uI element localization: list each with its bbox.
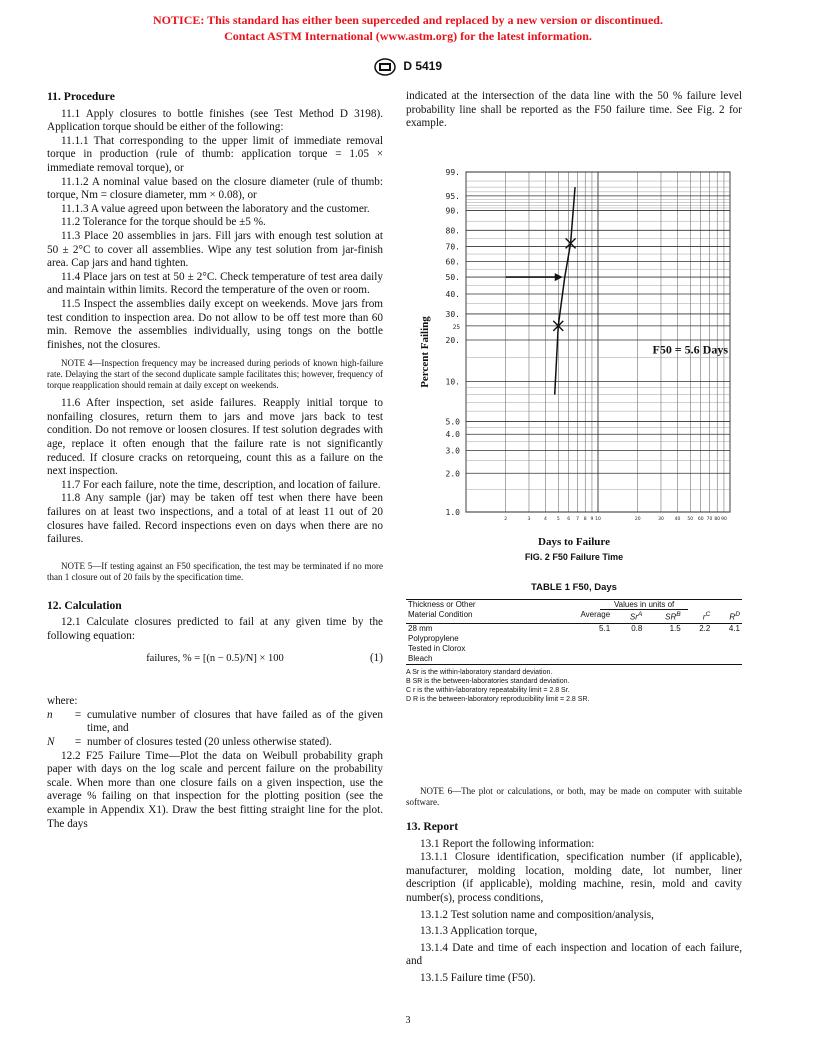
y-tick-label: 40. (445, 290, 460, 300)
note-6: NOTE 6—The plot or calculations, or both, may be made on computer with suitable software. (406, 786, 742, 807)
note-5: NOTE 5—If testing against an F50 specification, the test may be terminated if no more than 1 closure out of 20 fails by the specification time. (47, 560, 383, 582)
where-label: where: (47, 695, 78, 708)
y-tick-label: 95. (445, 191, 460, 201)
y-tick-label: 4.0 (445, 430, 460, 440)
para-12-2: 12.2 F25 Failure Time—Plot the data on Weibull probability graph paper with days on the log scale and percent failure on the probability scale. When more than one closure fails on a given inspection, use the average % failing on that inspection for the plotting position (see the example in Appendix X1). Draw the best fitting straight line for the plot. The days (47, 749, 383, 830)
col1-header-line1: Thickness or Other (408, 600, 476, 609)
y-tick-label: 60. (445, 257, 460, 267)
x-tick-label: 2 (504, 517, 508, 522)
figure-caption: FIG. 2 F50 Failure Time (524, 552, 624, 562)
header-R: R (729, 612, 736, 622)
x-tick-label: 70 (706, 517, 713, 522)
footnote-a: A Sr is the within-laboratory standard deviation. (406, 668, 553, 676)
table-row: 28 mm 5.1 0.8 1.5 2.2 4.1 (408, 623, 740, 633)
table-footnotes (406, 668, 742, 704)
para-continuation: indicated at the intersection of the data line with the 50 % failure level probability line shall be reported as the F50 failure time. See Fig. 2 for example. (406, 90, 742, 130)
footnote-c: C r is the within-laboratory repeatability limit = 2.8 Sr. (406, 686, 570, 694)
y-tick-label: 99. (445, 168, 460, 177)
para-13-1-1: 13.1.1 Closure identification, specification number (if applicable), manufacturer, molding location, molding date, lot number, liner description (if applicable), molding machine, resin, mold and cavity number(s), process conditions, (406, 851, 742, 904)
para-11-7: 11.7 For each failure, note the time, description, and location of failure. (61, 478, 381, 491)
f50-arrow-head (555, 273, 563, 281)
data-line (555, 187, 575, 394)
y-tick-label: 1.0 (445, 508, 460, 517)
x-tick-label: 60 (697, 517, 704, 522)
symbol-n: n (47, 708, 53, 721)
footnote-b: B SR is the between-laboratories standard deviation. (406, 677, 570, 685)
y-tick-label: 3.0 (445, 446, 460, 456)
equation-number: (1) (369, 651, 383, 664)
figure-caption-block (406, 536, 742, 562)
x-tick-label: 90 (721, 517, 727, 522)
group-header: Values in units of (600, 600, 688, 610)
note-4: NOTE 4—Inspection frequency may be increased during periods of known high-failure rate. Delaying the start of the second duplicate sample facilitates this; however, frequency of torque reapplication should remain at daily except on weekends. (47, 358, 383, 391)
y-tick-label: 25 (452, 323, 460, 331)
x-tick-label: 8 (583, 517, 587, 522)
notice-banner (0, 12, 816, 44)
table-title: TABLE 1 F50, Days (531, 582, 617, 593)
where-N: N = number of closures tested (20 unless otherwise stated). (47, 736, 383, 750)
notice-line-1: NOTICE: This standard has either been superceded and replaced by a new version or discontinued. (153, 13, 663, 27)
row-extra-2: Tested in Clorox (408, 643, 466, 653)
figure-2-weibull-plot (406, 160, 742, 530)
y-tick-label: 70. (445, 242, 460, 252)
f50-annotation: F50 = 5.6 Days (652, 342, 728, 357)
para-13-1-5: 13.1.5 Failure time (F50). (420, 971, 536, 984)
col1-header-line2: Material Condition (408, 610, 473, 619)
para-11-5: 11.5 Inspect the assemblies daily except on weekends. Move jars from test condition to inspection area. Do not allow to be off test more than 60 min. Remove the assemblies individually, using tongs on the bottle finishes, not the closures. (47, 297, 383, 351)
page-number: 3 (405, 1015, 411, 1026)
x-axis-label: Days to Failure (538, 536, 610, 548)
para-11-8: 11.8 Any sample (jar) may be taken off test when there have been failures on at least two inspections, and a total of at least 11 out of 20 closures have failed. Record inspections even on days when there are no failures. (47, 492, 383, 546)
para-11-6: 11.6 After inspection, set aside failures. Reapply initial torque to nonfailing closures, return them to jars and move jars back to test condition. Do not remove or loosen closures. If test solution degrades with age, replace it often enough that the failure rate is not significantly reduced. If closure cracks on retorqueing, count this as a failure on the next inspection. (47, 397, 383, 478)
header-r: r (702, 612, 706, 622)
y-tick-label: 2.0 (445, 469, 460, 479)
header-sr: Sr (629, 612, 638, 622)
para-11-1: 11.1 Apply closures to bottle finishes (see Test Method D 3198). Application torque should be either of the following: (47, 107, 383, 134)
x-tick-label: 40 (674, 517, 681, 522)
table-1 (406, 582, 742, 704)
para-13-1-2: 13.1.2 Test solution name and composition/analysis, (420, 908, 654, 921)
equation-text: failures, % = [(n − 0.5)/N] × 100 (146, 652, 284, 664)
y-tick-label: 80. (445, 226, 460, 236)
y-tick-label: 90. (445, 206, 460, 216)
section-13-heading: 13. Report (406, 820, 459, 833)
astm-logo (374, 58, 396, 76)
x-tick-label: 50 (687, 517, 694, 522)
x-tick-label: 6 (567, 517, 571, 522)
where-n: n = cumulative number of closures that have failed as of the given time, and (47, 708, 383, 735)
para-11-1-3: 11.1.3 A value agreed upon between the laboratory and the customer. (61, 202, 370, 215)
y-tick-label: 5.0 (445, 417, 460, 427)
x-tick-label: 9 (590, 517, 594, 522)
x-tick-label: 10 (595, 517, 601, 522)
row-extra-1: Polypropylene (408, 633, 459, 643)
para-13-1-4: 13.1.4 Date and time of each inspection and location of each failure, and (406, 941, 742, 968)
x-tick-label: 80 (714, 517, 721, 522)
y-tick-label: 10. (445, 377, 460, 387)
x-tick-label: 4 (544, 517, 547, 522)
x-tick-label: 5 (556, 517, 560, 522)
para-11-2: 11.2 Tolerance for the torque should be ±5 %. (61, 216, 266, 229)
y-axis-label: Percent Failing (419, 316, 431, 388)
x-tick-label: 7 (576, 517, 579, 522)
para-13-1: 13.1 Report the following information: (420, 837, 595, 850)
definition-n: cumulative number of closures that have failed as of the given time, and (87, 708, 383, 735)
y-tick-label: 50. (445, 273, 460, 283)
footnote-d: D R is the between-laboratory reproducibility limit = 2.8 SR. (406, 695, 590, 703)
table-grid: Thickness or Other Values in units of Material Condition Average $Sr^A$ $SR^B$ $r^C$ $R^D$ 28 mm 5.1 0.8 1.5 2.2 4.1 Polypropylene Tested in Clorox Bleach (408, 600, 740, 663)
para-11-4: 11.4 Place jars on test at 50 ± 2°C. Check temperature of test area daily and maintain within limits. Record the temperature of the oven or room. (47, 270, 383, 297)
para-11-3: 11.3 Place 20 assemblies in jars. Fill jars with enough test solution at 50 ± 2°C to cover all assemblies. Wipe any test solution from jar-finish area. Cap jars and hand tighten. (47, 229, 383, 270)
para-12-1: 12.1 Calculate closures predicted to fail at any given time by the following equation: (47, 616, 383, 642)
right-column-bottom (406, 760, 742, 986)
page-header (0, 58, 816, 76)
header-average: Average (580, 610, 611, 619)
para-13-1-3: 13.1.3 Application torque, (420, 925, 538, 938)
para-11-1-1: 11.1.1 That corresponding to the upper limit of immediate removal torque in production (rule of thumb: application torque = 1.05 × immediate removal torque), or (47, 134, 383, 174)
section-11-heading: 11. Procedure (47, 90, 115, 103)
x-tick-label: 3 (527, 517, 531, 522)
header-SR: SR (665, 612, 677, 622)
left-column (47, 90, 383, 831)
notice-line-2: Contact ASTM International (www.astm.org) for the latest information. (224, 29, 592, 43)
designation: D 5419 (403, 59, 443, 74)
right-column-top (406, 90, 742, 131)
x-tick-label: 20 (634, 517, 641, 522)
y-tick-label: 30. (445, 309, 460, 319)
row-extra-3: Bleach (408, 653, 433, 663)
equation-1 (47, 652, 383, 666)
definition-N: number of closures tested (20 unless otherwise stated). (87, 735, 332, 748)
x-tick-label: 30 (658, 517, 664, 522)
y-tick-label: 20. (445, 335, 460, 345)
section-12-heading: 12. Calculation (47, 598, 122, 612)
symbol-N: N (47, 735, 55, 748)
para-11-1-2: 11.1.2 A nominal value based on the closure diameter (rule of thumb: torque, Nm = closure diameter, mm × 0.08), or (47, 175, 383, 202)
